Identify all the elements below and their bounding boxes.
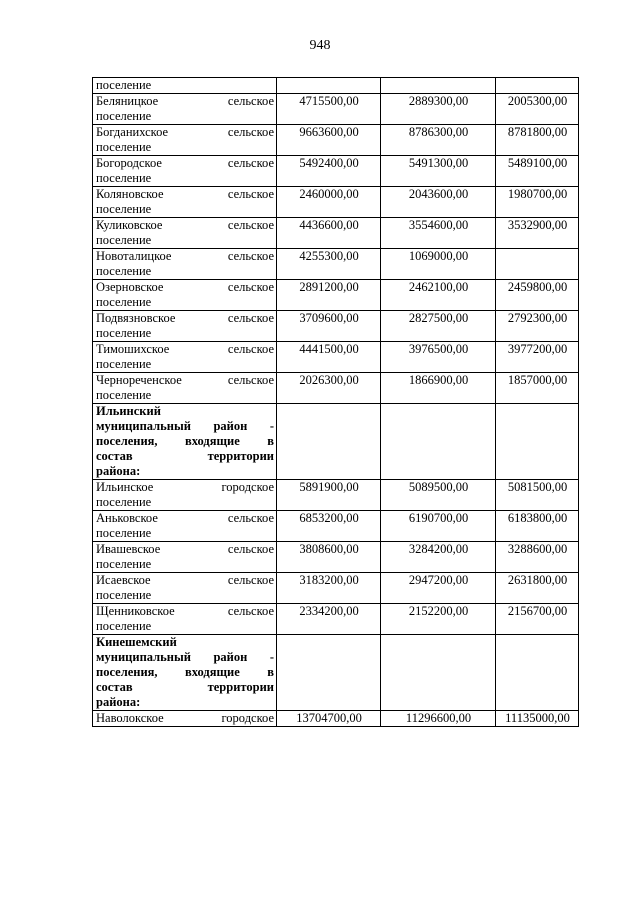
settlement-kind: сельское (227, 218, 274, 232)
amount-cell: 5089500,00 (381, 480, 496, 511)
amount-cell: 11135000,00 (496, 711, 579, 727)
amount-cell (496, 635, 579, 711)
settlement-name: Подвязновское (96, 311, 176, 325)
settlement-kind: сельское (227, 604, 274, 618)
amount-cell: 3183200,00 (277, 573, 381, 604)
name-line (96, 573, 274, 588)
amount-cell: 4436600,00 (277, 218, 381, 249)
settlement-name: Куликовское (96, 218, 163, 232)
amount-cell: 3554600,00 (381, 218, 496, 249)
name-line (96, 635, 274, 650)
amount-cell: 13704700,00 (277, 711, 381, 727)
settlement-name-cell (93, 249, 277, 280)
amount-cell: 8786300,00 (381, 125, 496, 156)
amount-cell: 5492400,00 (277, 156, 381, 187)
name-line (96, 125, 274, 140)
amount-cell: 5891900,00 (277, 480, 381, 511)
settlement-kind: городское (221, 711, 274, 725)
settlement-name: Коляновское (96, 187, 164, 201)
table-row (93, 187, 579, 218)
amount-cell: 6190700,00 (381, 511, 496, 542)
amount-cell: 1857000,00 (496, 373, 579, 404)
settlement-name: Ивашевское (96, 542, 161, 556)
group-header-row (93, 635, 579, 711)
settlement-name-cell (93, 404, 277, 480)
name-line (96, 588, 274, 603)
table-row (93, 711, 579, 727)
name-line (96, 665, 274, 680)
settlement-type-word: поселение (96, 295, 152, 309)
settlement-kind: сельское (227, 156, 274, 170)
amount-cell (381, 78, 496, 94)
page-number: 948 (309, 38, 331, 53)
settlement-kind: городское (221, 480, 274, 494)
name-line (96, 526, 274, 541)
name-line (96, 357, 274, 372)
settlement-kind: сельское (227, 311, 274, 325)
settlement-name: Новоталицкое (96, 249, 172, 263)
table-row (93, 573, 579, 604)
settlement-type-word: поселение (96, 357, 152, 371)
settlement-name: Тимошихское (96, 342, 170, 356)
settlement-type-word: поселение (96, 526, 152, 540)
settlement-type-word: поселение (96, 202, 152, 216)
settlement-name-cell (93, 187, 277, 218)
amount-cell: 4255300,00 (277, 249, 381, 280)
settlement-name-cell (93, 711, 277, 727)
district-heading-word: входящие (184, 434, 240, 448)
settlement-type-word: поселение (96, 388, 152, 402)
amount-cell (381, 404, 496, 480)
district-heading-word: Ильинский (96, 404, 161, 418)
name-line (96, 109, 274, 124)
amount-cell: 3284200,00 (381, 542, 496, 573)
amount-cell: 3976500,00 (381, 342, 496, 373)
name-line (96, 449, 274, 464)
settlement-name-cell (93, 78, 277, 94)
district-heading-word: состав (96, 680, 133, 694)
amount-cell: 6853200,00 (277, 511, 381, 542)
settlement-name-cell (93, 480, 277, 511)
district-heading-word: район (213, 650, 248, 664)
settlement-type-word: поселение (96, 495, 152, 509)
table-row (93, 280, 579, 311)
settlement-name-cell (93, 635, 277, 711)
settlement-kind: сельское (227, 542, 274, 556)
name-line (96, 557, 274, 572)
amount-cell: 2043600,00 (381, 187, 496, 218)
name-line (96, 711, 274, 726)
name-line (96, 480, 274, 495)
name-line (96, 464, 274, 479)
settlement-name-cell (93, 511, 277, 542)
table-row (93, 125, 579, 156)
name-line (96, 326, 274, 341)
settlement-name-cell (93, 342, 277, 373)
settlement-name: Беляницкое (96, 94, 159, 108)
amount-cell: 1069000,00 (381, 249, 496, 280)
name-line (96, 156, 274, 171)
settlement-kind: сельское (227, 94, 274, 108)
settlement-name: Щенниковское (96, 604, 175, 618)
name-line (96, 619, 274, 634)
settlement-name: Наволокское (96, 711, 164, 725)
amount-cell: 9663600,00 (277, 125, 381, 156)
district-heading-word: поселения, (96, 434, 158, 448)
settlement-name-cell (93, 125, 277, 156)
settlement-type-word: поселение (96, 140, 152, 154)
amount-cell: 2889300,00 (381, 94, 496, 125)
settlement-name: Озерновское (96, 280, 164, 294)
district-heading-word: муниципальный (96, 419, 191, 433)
table-row (93, 480, 579, 511)
name-line (96, 280, 274, 295)
district-heading-word: район (213, 419, 248, 433)
amount-cell: 1866900,00 (381, 373, 496, 404)
district-heading-word: района: (96, 464, 141, 478)
settlement-name-cell (93, 573, 277, 604)
amount-cell (496, 249, 579, 280)
name-line (96, 404, 274, 419)
settlement-name: Богородское (96, 156, 162, 170)
settlement-name-cell (93, 218, 277, 249)
settlement-type-word: поселение (96, 171, 152, 185)
settlement-name: Ильинское (96, 480, 154, 494)
amount-cell (496, 404, 579, 480)
district-heading-word: в (267, 434, 274, 448)
settlement-name-cell (93, 604, 277, 635)
amount-cell: 3977200,00 (496, 342, 579, 373)
settlement-name-cell (93, 311, 277, 342)
district-heading-word: территории (207, 680, 274, 694)
amount-cell: 4715500,00 (277, 94, 381, 125)
table-row (93, 373, 579, 404)
amount-cell (277, 635, 381, 711)
settlement-type-word: поселение (96, 233, 152, 247)
name-line (96, 78, 274, 93)
budget-table (92, 77, 579, 727)
amount-cell: 4441500,00 (277, 342, 381, 373)
group-header-row (93, 404, 579, 480)
name-line (96, 311, 274, 326)
district-heading-word: муниципальный (96, 650, 191, 664)
name-line (96, 542, 274, 557)
district-heading-word: поселения, (96, 665, 158, 679)
settlement-kind: сельское (227, 249, 274, 263)
name-line (96, 434, 274, 449)
amount-cell: 6183800,00 (496, 511, 579, 542)
settlement-kind: сельское (227, 342, 274, 356)
amount-cell: 3808600,00 (277, 542, 381, 573)
name-line (96, 171, 274, 186)
name-line (96, 511, 274, 526)
amount-cell: 2827500,00 (381, 311, 496, 342)
settlement-name-cell (93, 542, 277, 573)
name-line (96, 264, 274, 279)
settlement-kind: сельское (227, 280, 274, 294)
amount-cell: 2631800,00 (496, 573, 579, 604)
table-row (93, 94, 579, 125)
amount-cell: 5081500,00 (496, 480, 579, 511)
table-row (93, 156, 579, 187)
name-line (96, 388, 274, 403)
amount-cell: 2334200,00 (277, 604, 381, 635)
settlement-name-cell (93, 280, 277, 311)
amount-cell: 8781800,00 (496, 125, 579, 156)
district-heading-word: района: (96, 695, 141, 709)
table-row (93, 542, 579, 573)
name-line (96, 650, 274, 665)
settlement-type-word: поселение (96, 326, 152, 340)
settlement-name-cell (93, 156, 277, 187)
settlement-type-word: поселение (96, 588, 152, 602)
amount-cell (277, 404, 381, 480)
name-line (96, 218, 274, 233)
settlement-kind: сельское (227, 511, 274, 525)
amount-cell: 11296600,00 (381, 711, 496, 727)
amount-cell: 5489100,00 (496, 156, 579, 187)
settlement-name-cell (93, 94, 277, 125)
district-heading-word: в (267, 665, 274, 679)
amount-cell: 2152200,00 (381, 604, 496, 635)
name-line (96, 680, 274, 695)
amount-cell: 3709600,00 (277, 311, 381, 342)
settlement-name: Аньковское (96, 511, 158, 525)
amount-cell: 2792300,00 (496, 311, 579, 342)
amount-cell: 2026300,00 (277, 373, 381, 404)
district-heading-word: - (269, 419, 274, 433)
amount-cell: 3288600,00 (496, 542, 579, 573)
amount-cell: 2005300,00 (496, 94, 579, 125)
settlement-name: Чернореченское (96, 373, 182, 387)
name-line (96, 373, 274, 388)
settlement-type-word: поселение (96, 557, 152, 571)
settlement-type-word: поселение (96, 264, 152, 278)
table-row (93, 311, 579, 342)
name-line (96, 249, 274, 264)
amount-cell: 3532900,00 (496, 218, 579, 249)
name-line (96, 187, 274, 202)
amount-cell: 2460000,00 (277, 187, 381, 218)
amount-cell: 2947200,00 (381, 573, 496, 604)
name-line (96, 202, 274, 217)
settlement-name: Исаевское (96, 573, 151, 587)
district-heading-word: входящие (184, 665, 240, 679)
name-line (96, 419, 274, 434)
name-line (96, 295, 274, 310)
table-row (93, 604, 579, 635)
amount-cell (277, 78, 381, 94)
district-heading-word: Кинешемский (96, 635, 177, 649)
amount-cell: 5491300,00 (381, 156, 496, 187)
settlement-kind: сельское (227, 125, 274, 139)
settlement-kind: сельское (227, 187, 274, 201)
name-line (96, 342, 274, 357)
amount-cell: 1980700,00 (496, 187, 579, 218)
amount-cell: 2156700,00 (496, 604, 579, 635)
settlement-kind: сельское (227, 373, 274, 387)
settlement-type-word: поселение (96, 78, 152, 92)
amount-cell (381, 635, 496, 711)
table-row (93, 511, 579, 542)
amount-cell: 2459800,00 (496, 280, 579, 311)
settlement-type-word: поселение (96, 109, 152, 123)
district-heading-word: - (269, 650, 274, 664)
name-line (96, 495, 274, 510)
settlement-type-word: поселение (96, 619, 152, 633)
amount-cell: 2462100,00 (381, 280, 496, 311)
table-row (93, 342, 579, 373)
name-line (96, 140, 274, 155)
name-line (96, 233, 274, 248)
amount-cell (496, 78, 579, 94)
settlement-kind: сельское (227, 573, 274, 587)
table-row (93, 78, 579, 94)
table-row (93, 218, 579, 249)
amount-cell: 2891200,00 (277, 280, 381, 311)
district-heading-word: состав (96, 449, 133, 463)
settlement-name: Богданихское (96, 125, 169, 139)
name-line (96, 94, 274, 109)
settlement-name-cell (93, 373, 277, 404)
name-line (96, 604, 274, 619)
table-row (93, 249, 579, 280)
district-heading-word: территории (207, 449, 274, 463)
name-line (96, 695, 274, 710)
table-body (93, 78, 579, 727)
